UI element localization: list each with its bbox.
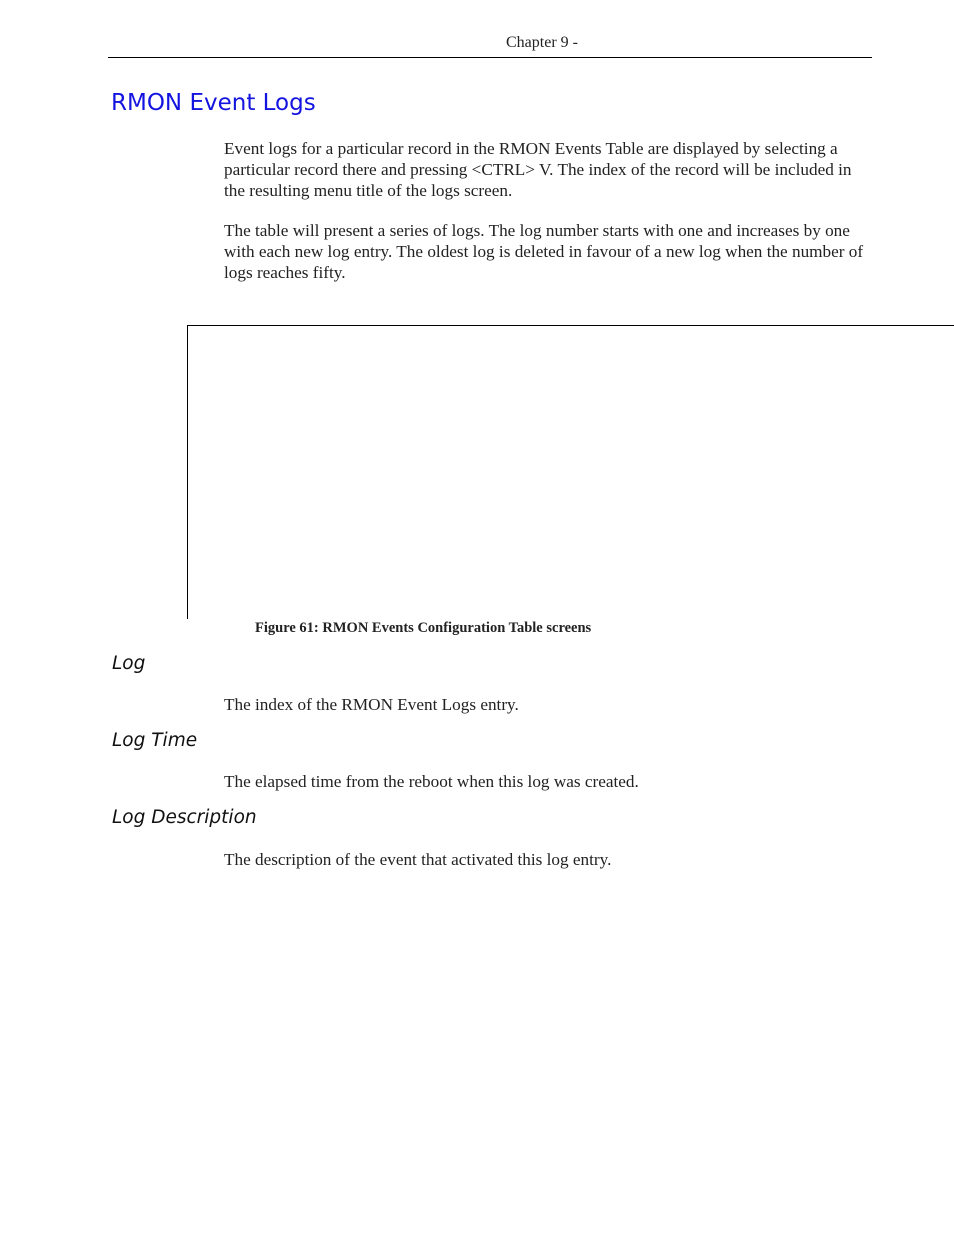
field-heading-log: Log <box>112 653 146 674</box>
chapter-header: Chapter 9 - <box>506 34 578 51</box>
figure-frame <box>187 325 954 619</box>
field-description-log: The index of the RMON Event Logs entry. <box>224 695 519 714</box>
field-heading-log-time: Log Time <box>112 730 198 751</box>
header-rule <box>108 57 872 58</box>
figure-caption: Figure 61: RMON Events Configuration Table screens <box>255 620 592 636</box>
field-description-log-time: The elapsed time from the reboot when this log was created. <box>224 772 639 791</box>
intro-paragraph-1: Event logs for a particular record in the RMON Events Table are displayed by selecting a particular record there and pressing <CTRL> V. The index of the record will be included in the resulting menu title of the logs screen. <box>224 139 852 200</box>
field-description-log-description: The description of the event that activated this log entry. <box>224 850 612 869</box>
intro-paragraph-2: The table will present a series of logs. The log number starts with one and increases by one with each new log entry. The oldest log is deleted in favour of a new log when the number of logs reaches fifty. <box>224 221 864 282</box>
field-heading-log-description: Log Description <box>112 807 257 828</box>
section-title: RMON Event Logs <box>111 90 316 116</box>
